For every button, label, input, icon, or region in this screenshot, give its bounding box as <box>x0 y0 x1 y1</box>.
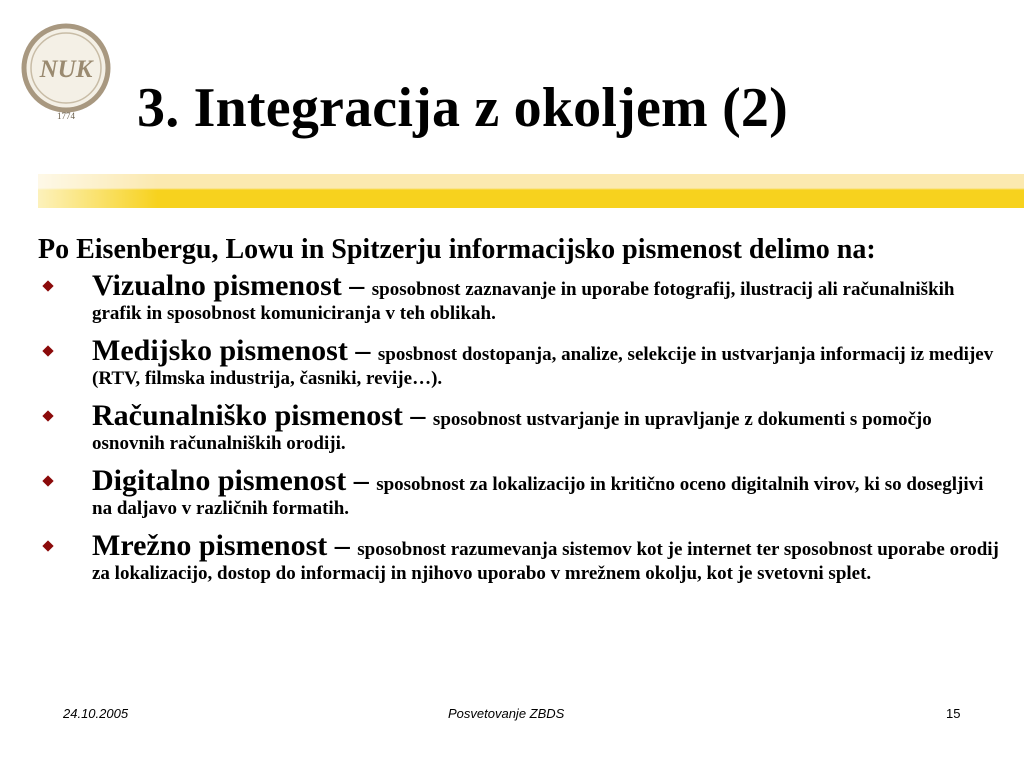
footer-date: 24.10.2005 <box>63 706 129 721</box>
diamond-bullet-icon <box>42 410 53 421</box>
intro-text: Po Eisenbergu, Lowu in Spitzerju informacijsko pismenost delimo na: <box>38 234 876 265</box>
list-item <box>38 270 1004 325</box>
diamond-bullet-icon <box>42 345 53 356</box>
item-term: Digitalno pismenost – <box>92 464 377 497</box>
item-description: sposbnost dostopanja, analize, selekcije in ustvarjanja informacij iz medijev (RTV, filmska industrija, časniki, revije…). <box>92 344 994 389</box>
footer-event: Posvetovanje ZBDS <box>448 706 565 721</box>
item-term: Mrežno pismenost – <box>92 529 358 562</box>
logo-year: 1774 <box>57 111 75 121</box>
title-accent-band <box>38 174 1024 208</box>
item-term: Računalniško pismenost – <box>92 399 433 432</box>
slide-title: 3. Integracija z okoljem (2) <box>137 77 788 139</box>
slide-body <box>38 234 1004 595</box>
list-item <box>38 335 1004 390</box>
nuk-logo <box>20 22 112 122</box>
diamond-bullet-icon <box>42 540 53 551</box>
item-term: Vizualno pismenost – <box>92 269 372 302</box>
diamond-bullet-icon <box>42 475 53 486</box>
list-item <box>38 530 1004 585</box>
item-description: sposobnost razumevanja sistemov kot je internet ter sposobnost uporabe orodij za lokalizacijo, dostop do informacij in njihovo uporabo v mrežnem okolju, kot je svetovni splet. <box>92 539 999 584</box>
item-description: sposobnost za lokalizacijo in kritično oceno digitalnih virov, ki so dosegljivi na daljavo v različnih formatih. <box>92 474 984 519</box>
diamond-bullet-icon <box>42 280 53 291</box>
literacy-list <box>38 270 1004 585</box>
item-description: sposobnost zaznavanje in uporabe fotografij, ilustracij ali računalniških grafik in sposobnost komuniciranja v teh oblikah. <box>92 279 955 324</box>
item-description: sposobnost ustvarjanje in upravljanje z dokumenti s pomočjo osnovnih računalniških orodiji. <box>92 409 932 454</box>
footer-page-number: 15 <box>946 706 961 721</box>
list-item <box>38 465 1004 520</box>
item-term: Medijsko pismenost – <box>92 334 378 367</box>
nuk-seal-icon <box>20 22 112 122</box>
list-item <box>38 400 1004 455</box>
logo-text: NUK <box>39 56 93 83</box>
